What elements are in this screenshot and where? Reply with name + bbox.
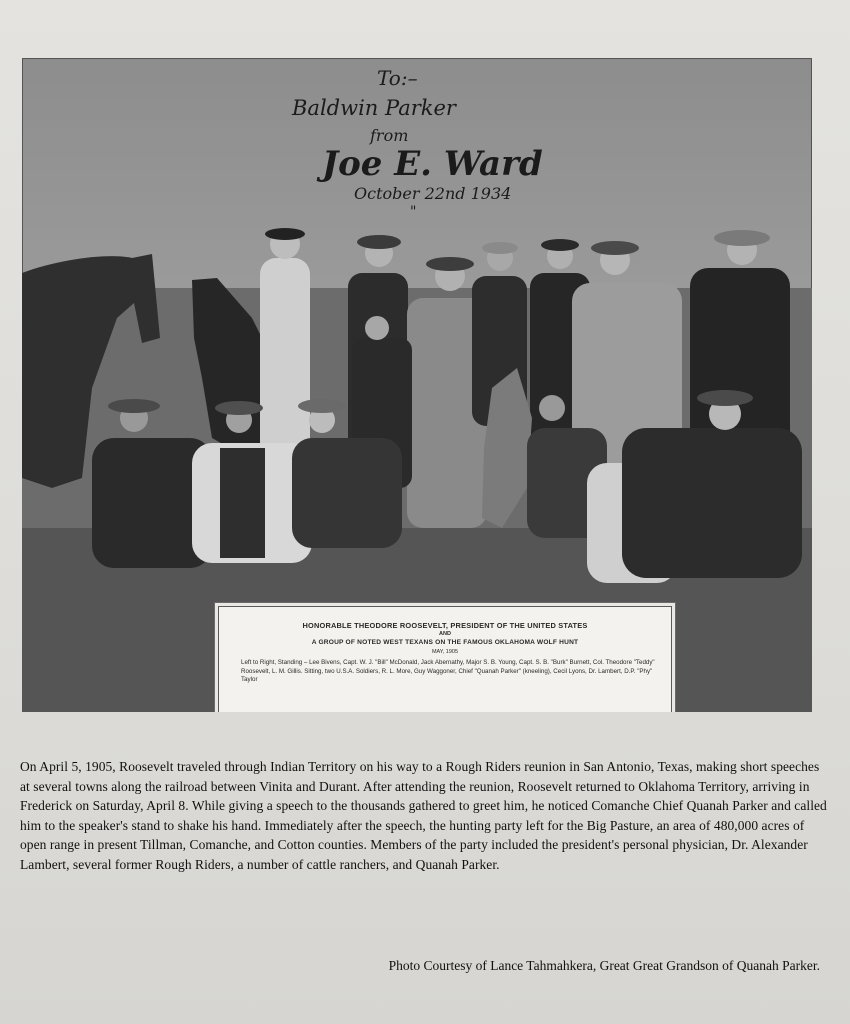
handwritten-inscription — [292, 66, 572, 226]
photo-caption-card — [218, 606, 672, 712]
inscription-signature: Joe E. Ward — [322, 144, 543, 184]
caption-date: MAY, 1905 — [431, 649, 459, 655]
inscription-recipient: Baldwin Parker — [292, 96, 456, 120]
body-paragraph: On April 5, 1905, Roosevelt traveled through Indian Territory on his way to a Rough Riders reunion in San Antonio, Texas, making short speeches at several towns along the railroad between Vinita and Durant. After attending the reunion, Roosevelt returned to Oklahoma Territory, arriving in Frederick on Saturday, April 8. While giving a speech to the thousands gathered to greet him, he noticed Comanche Chief Quanah Parker and called him to the speaker's stand to shake his hand. Immediately after the speech, the hunting party left for the Big Pasture, an area of 480,000 acres of open range in present Tillman, Comanche, and Cotton counties. Members of the party included the president's personal physician, Dr. Alexander Lambert, several former Rough Riders, a number of cattle ranchers, and Quanah Parker. — [20, 759, 827, 872]
inscription-date: October 22nd 1934 — [354, 184, 512, 203]
caption-and: AND — [439, 631, 451, 637]
historic-group-photograph — [22, 58, 812, 712]
inscription-from: from — [370, 126, 409, 145]
caption-subtitle: A GROUP OF NOTED WEST TEXANS ON THE FAMOUS OKLAHOMA WOLF HUNT — [311, 639, 579, 646]
photo-credit: Photo Courtesy of Lance Tahmahkera, Great Great Grandson of Quanah Parker. — [388, 958, 820, 973]
caption-title: HONORABLE THEODORE ROOSEVELT, PRESIDENT OF THE UNITED STATES — [302, 621, 588, 630]
caption-names: Left to Right, Standing – Lee Bivens, Capt. W. J. "Bill" McDonald, Jack Abernathy, Major S. B. Young, Capt. S. B. "Burk" Burnett, Col. Theodore "Teddy" Roosevelt, L. M. Gillis. Sitting, two U.S.A. Soldiers, R. L. More, Guy Waggoner, Chief "Quanah Parker" (kneeling), Cecil Lyons, Dr. Lambert, D.P. "Phy" Taylor — [241, 659, 655, 684]
inscription-mark: " — [410, 204, 417, 220]
inscription-to: To:– — [377, 66, 418, 90]
